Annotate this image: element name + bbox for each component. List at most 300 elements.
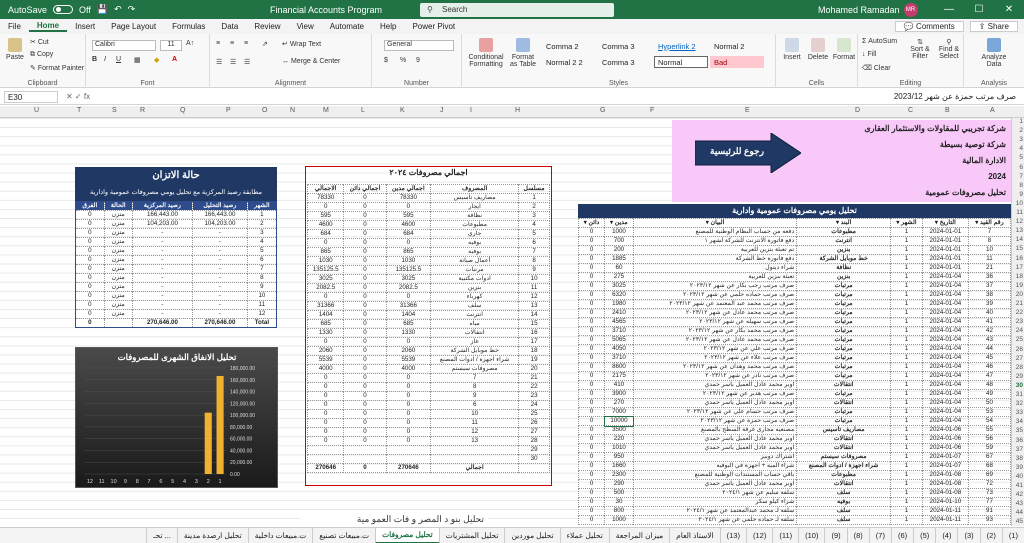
journal-cell[interactable]: 0 — [579, 354, 605, 363]
journal-cell[interactable]: 2410 — [605, 309, 634, 318]
column-header-f[interactable]: F — [650, 107, 655, 114]
balance-cell[interactable]: 11 — [247, 301, 276, 310]
balance-cell[interactable]: - — [193, 301, 248, 310]
journal-cell[interactable]: مرتبات — [797, 327, 891, 336]
journal-cell[interactable]: صرف مرتب سهيله عن شهر ٢٠٢٣/١٢ — [633, 318, 796, 327]
totals-cell[interactable]: 13 — [519, 302, 550, 311]
totals-cell[interactable]: 27 — [519, 428, 550, 437]
totals-cell[interactable]: 0 — [386, 293, 431, 302]
totals-cell[interactable]: 7 — [431, 374, 519, 383]
totals-cell[interactable]: 0 — [344, 329, 386, 338]
row-header[interactable]: 32 — [1015, 400, 1023, 408]
tab-page-layout[interactable]: Page Layout — [111, 22, 157, 31]
cut-button[interactable]: ✂ Cut — [30, 39, 49, 46]
journal-cell[interactable]: صرف مرتب علاء عن شهر ٢٠٢٣/١٢ — [633, 354, 796, 363]
totals-cell[interactable]: 0 — [308, 383, 344, 392]
journal-cell[interactable]: 0 — [579, 480, 605, 489]
journal-cell[interactable]: 2024-01-04 — [922, 300, 968, 309]
journal-cell[interactable]: مرتبات — [797, 372, 891, 381]
column-header-d[interactable]: D — [855, 107, 861, 114]
totals-cell[interactable]: 0 — [308, 203, 344, 212]
totals-cell[interactable]: 4600 — [308, 221, 344, 230]
format-as-table-button[interactable] — [508, 38, 538, 68]
totals-cell[interactable]: 13 — [431, 437, 519, 446]
journal-cell[interactable]: صرف مرتب رجب بكار عن شهر ٢٠٢٣/١٢ — [633, 282, 796, 291]
find-select-button[interactable] — [936, 38, 962, 60]
journal-cell[interactable]: 1 — [891, 237, 923, 246]
totals-cell[interactable]: بوفيه — [431, 239, 519, 248]
journal-cell[interactable]: اوبر محمد عادل العميل ياسر حمدي — [633, 381, 796, 390]
row-header[interactable]: 8 — [1019, 181, 1023, 189]
journal-cell[interactable]: 2024-01-04 — [922, 408, 968, 417]
balance-cell[interactable]: 0 — [76, 211, 105, 220]
balance-cell[interactable]: - — [132, 274, 192, 283]
journal-cell[interactable]: 1 — [891, 318, 923, 327]
journal-cell[interactable]: 0 — [579, 237, 605, 246]
journal-header-cell[interactable]: دائن ▾ — [579, 219, 605, 228]
totals-cell[interactable]: 17 — [519, 338, 550, 347]
totals-cell[interactable]: 685 — [308, 320, 344, 329]
journal-cell[interactable]: 2024-01-07 — [922, 462, 968, 471]
totals-cell[interactable]: 5539 — [308, 356, 344, 365]
journal-cell[interactable]: 1 — [891, 273, 923, 282]
balance-cell[interactable]: 166,443.00 — [132, 211, 192, 220]
column-header-b[interactable]: B — [945, 107, 950, 114]
fx-icon[interactable]: ✕ ✓ fx — [66, 92, 91, 101]
sheet-tab[interactable]: (13) — [720, 528, 746, 543]
journal-cell[interactable]: باقي حساب المستندات الوطنية للمصنع — [633, 471, 796, 480]
totals-cell[interactable]: 23 — [519, 392, 550, 401]
autosave-toggle[interactable] — [53, 5, 73, 14]
totals-cell[interactable]: 0 — [344, 293, 386, 302]
totals-cell[interactable]: 0 — [308, 239, 344, 248]
font-name-select[interactable]: Calibri — [92, 40, 156, 51]
totals-cell[interactable]: 595 — [308, 212, 344, 221]
totals-cell[interactable]: ايجار — [431, 203, 519, 212]
balance-cell[interactable]: 8 — [247, 274, 276, 283]
totals-cell[interactable]: 7 — [519, 248, 550, 257]
journal-cell[interactable]: 0 — [579, 390, 605, 399]
journal-cell[interactable]: 2024-01-04 — [922, 381, 968, 390]
clear-button[interactable]: ⌫ Clear — [862, 65, 891, 72]
balance-cell[interactable]: متزن — [104, 220, 132, 229]
totals-cell[interactable]: 3025 — [308, 275, 344, 284]
totals-cell[interactable]: 10 — [519, 275, 550, 284]
row-header[interactable]: 13 — [1015, 227, 1023, 235]
journal-cell[interactable]: 2024-01-01 — [922, 228, 968, 237]
balance-cell[interactable]: - — [132, 283, 192, 292]
style-normal-2-2[interactable]: Normal 2 2 — [546, 58, 583, 67]
totals-cell[interactable]: مياه — [431, 320, 519, 329]
totals-cell[interactable]: 6 — [519, 239, 550, 248]
journal-header-cell[interactable]: التاريخ ▾ — [922, 219, 968, 228]
journal-cell[interactable]: 2024-01-08 — [922, 471, 968, 480]
journal-cell[interactable]: صرف مرتب علي عن شهر ٢٠٢٣/١٢ — [633, 345, 796, 354]
row-header[interactable]: 6 — [1019, 163, 1023, 171]
balance-cell[interactable]: 10 — [247, 292, 276, 301]
row-header[interactable]: 3 — [1019, 136, 1023, 144]
totals-cell[interactable]: 24 — [519, 401, 550, 410]
journal-cell[interactable]: 1010 — [605, 444, 634, 453]
totals-cell[interactable]: 9 — [431, 392, 519, 401]
row-header[interactable]: 25 — [1015, 336, 1023, 344]
comments-button[interactable]: 💬 Comments — [895, 21, 964, 32]
journal-cell[interactable]: 10000 — [605, 417, 634, 426]
journal-cell[interactable]: 0 — [579, 462, 605, 471]
journal-cell[interactable]: 1 — [891, 453, 923, 462]
column-header-g[interactable]: G — [600, 107, 606, 114]
totals-cell[interactable]: ادوات مكتبية — [431, 275, 519, 284]
totals-cell[interactable]: 22 — [519, 383, 550, 392]
balance-total-cell[interactable]: Total — [247, 319, 276, 328]
journal-cell[interactable]: 1 — [891, 417, 923, 426]
totals-cell[interactable]: 9 — [519, 266, 550, 275]
journal-cell[interactable]: 1 — [891, 327, 923, 336]
journal-cell[interactable]: 0 — [579, 372, 605, 381]
totals-cell[interactable]: 1404 — [386, 311, 431, 320]
totals-cell[interactable]: 28 — [519, 437, 550, 446]
column-header-o[interactable]: O — [262, 107, 268, 114]
totals-cell[interactable]: 0 — [344, 194, 386, 203]
redo-icon[interactable]: ↷ — [127, 4, 136, 14]
row-header[interactable]: 7 — [1019, 172, 1023, 180]
format-cells-button[interactable] — [832, 38, 856, 61]
totals-cell[interactable]: 29 — [519, 446, 550, 455]
journal-cell[interactable]: 0 — [579, 489, 605, 498]
totals-cell[interactable]: خط موبايل الشركة — [431, 347, 519, 356]
totals-cell[interactable]: 3025 — [386, 275, 431, 284]
row-header[interactable]: 11 — [1016, 209, 1023, 216]
balance-cell[interactable]: 0 — [76, 274, 105, 283]
journal-cell[interactable]: 2024-01-10 — [922, 498, 968, 507]
totals-cell[interactable]: 0 — [308, 428, 344, 437]
totals-cell[interactable]: 30 — [519, 455, 550, 464]
totals-cell[interactable]: 2082.5 — [386, 284, 431, 293]
copy-button[interactable]: ⧉ Copy — [30, 51, 54, 58]
journal-cell[interactable]: 1 — [891, 507, 923, 516]
row-header[interactable]: 15 — [1015, 245, 1023, 253]
journal-cell[interactable]: شراء اجهزة / ادوات المصنع — [797, 462, 891, 471]
journal-cell[interactable]: 2024-01-04 — [922, 399, 968, 408]
row-header[interactable]: 19 — [1015, 281, 1023, 289]
journal-cell[interactable]: 2024-01-04 — [922, 372, 968, 381]
totals-cell[interactable]: أعمال صيانة — [431, 257, 519, 266]
journal-cell[interactable]: 2024-01-04 — [922, 291, 968, 300]
totals-cell[interactable]: مطبوعات — [431, 221, 519, 230]
sheet-tab[interactable]: ميزان المراجعة — [609, 528, 669, 543]
journal-cell[interactable]: 0 — [579, 381, 605, 390]
journal-cell[interactable]: 950 — [605, 453, 634, 462]
journal-cell[interactable]: 1000 — [605, 228, 634, 237]
totals-cell[interactable]: 0 — [344, 212, 386, 221]
balance-cell[interactable]: متزن — [104, 274, 132, 283]
totals-cell[interactable]: مرتبات — [431, 266, 519, 275]
journal-cell[interactable]: 800 — [605, 507, 634, 516]
row-header[interactable]: 35 — [1015, 427, 1023, 435]
sheet-tab[interactable]: تحليل ارصدة مدينة — [177, 528, 248, 543]
bold-button[interactable]: B — [92, 56, 98, 63]
journal-cell[interactable]: مصاريف تأسيس — [797, 426, 891, 435]
style-comma-2[interactable]: Comma 2 — [546, 42, 579, 51]
journal-cell[interactable]: 11 — [968, 255, 1010, 264]
journal-cell[interactable]: 275 — [605, 273, 634, 282]
totals-cell[interactable]: نظافة — [431, 212, 519, 221]
journal-cell[interactable]: دفعه من حساب النظام الوطنية للمصنع — [633, 228, 796, 237]
percent-icon[interactable]: % — [400, 57, 407, 64]
journal-cell[interactable]: 8600 — [605, 363, 634, 372]
balance-cell[interactable]: - — [193, 229, 248, 238]
tab-review[interactable]: Review — [254, 22, 281, 31]
journal-cell[interactable]: انتقالات — [797, 399, 891, 408]
journal-cell[interactable]: سلفه سليم عن شهر ٢٠٢٤/١ — [633, 489, 796, 498]
journal-cell[interactable]: 1 — [891, 516, 923, 525]
column-header-p[interactable]: P — [226, 107, 231, 114]
row-header[interactable]: 18 — [1015, 272, 1023, 280]
column-header-t[interactable]: T — [77, 107, 82, 114]
totals-cell[interactable]: 0 — [308, 410, 344, 419]
journal-cell[interactable]: سلف — [797, 489, 891, 498]
totals-cell[interactable]: 8 — [519, 257, 550, 266]
balance-cell[interactable]: متزن — [104, 229, 132, 238]
journal-cell[interactable]: 2024-01-01 — [922, 246, 968, 255]
row-header[interactable]: 20 — [1015, 290, 1023, 298]
totals-cell[interactable]: مصروفات سيستم — [431, 365, 519, 374]
journal-cell[interactable]: مرتبات — [797, 417, 891, 426]
journal-cell[interactable]: 3025 — [605, 282, 634, 291]
sheet-tab[interactable]: (3) — [957, 528, 979, 543]
journal-cell[interactable]: صرف مرتب حماده حلمي عن شهر ٢٠٢٣/١٢ — [633, 291, 796, 300]
journal-cell[interactable]: 1 — [891, 435, 923, 444]
journal-cell[interactable]: مرتبات — [797, 336, 891, 345]
maximize-icon[interactable]: ☐ — [974, 4, 984, 15]
balance-cell[interactable]: متزن — [104, 301, 132, 310]
journal-cell[interactable]: 0 — [579, 309, 605, 318]
balance-cell[interactable]: متزن — [104, 256, 132, 265]
journal-cell[interactable]: 45 — [968, 354, 1010, 363]
sheet-tab[interactable]: تحليل المشتريات — [439, 528, 505, 543]
totals-cell[interactable]: 685 — [386, 320, 431, 329]
balance-cell[interactable]: - — [132, 229, 192, 238]
column-header-e[interactable]: E — [745, 107, 750, 114]
totals-cell[interactable] — [386, 455, 431, 464]
journal-cell[interactable]: 2024-01-04 — [922, 336, 968, 345]
row-header[interactable]: 41 — [1015, 482, 1023, 489]
journal-cell[interactable]: 2024-01-06 — [922, 426, 968, 435]
journal-cell[interactable]: 2024-01-11 — [922, 507, 968, 516]
journal-cell[interactable]: 2024-01-04 — [922, 390, 968, 399]
journal-cell[interactable]: مرتبات — [797, 318, 891, 327]
sheet-tab[interactable]: (8) — [847, 528, 869, 543]
totals-cell[interactable]: 78330 — [308, 194, 344, 203]
totals-cell[interactable]: 0 — [344, 302, 386, 311]
totals-cell[interactable]: 684 — [386, 230, 431, 239]
journal-cell[interactable]: انتقالات — [797, 381, 891, 390]
journal-cell[interactable]: 2024-01-07 — [922, 453, 968, 462]
totals-cell[interactable]: 5 — [519, 230, 550, 239]
journal-cell[interactable]: 1 — [891, 372, 923, 381]
totals-cell[interactable]: 12 — [519, 293, 550, 302]
sheet-tab[interactable]: ت.مبيعات داخلية — [248, 528, 313, 543]
totals-cell[interactable]: 0 — [344, 230, 386, 239]
totals-cell[interactable]: 0 — [344, 284, 386, 293]
column-header-s[interactable]: S — [112, 107, 117, 114]
balance-cell[interactable]: متزن — [104, 310, 132, 319]
balance-cell[interactable]: - — [193, 256, 248, 265]
totals-cell[interactable]: 25 — [519, 410, 550, 419]
balance-cell[interactable]: - — [132, 256, 192, 265]
journal-cell[interactable]: 1980 — [605, 300, 634, 309]
wrap-text-button[interactable]: ↵ Wrap Text — [282, 41, 322, 48]
totals-cell[interactable]: 0 — [344, 419, 386, 428]
totals-cell[interactable]: 595 — [386, 212, 431, 221]
journal-cell[interactable]: 2024-01-04 — [922, 318, 968, 327]
home-button[interactable] — [695, 133, 801, 173]
totals-cell[interactable]: 0 — [344, 311, 386, 320]
journal-cell[interactable]: صرف مرتب محمد بكار عن شهر ٢٠٢٣/١٢ — [633, 327, 796, 336]
minimize-icon[interactable]: — — [944, 4, 954, 15]
journal-header-cell[interactable]: الشهر ▾ — [891, 219, 923, 228]
journal-cell[interactable]: 0 — [579, 255, 605, 264]
totals-cell[interactable]: 0 — [344, 203, 386, 212]
journal-cell[interactable]: 54 — [968, 417, 1010, 426]
totals-cell[interactable]: 6 — [431, 401, 519, 410]
row-header[interactable]: 34 — [1015, 418, 1023, 426]
italic-button[interactable]: I — [104, 56, 106, 63]
row-header[interactable]: 28 — [1015, 363, 1023, 371]
journal-cell[interactable]: 0 — [579, 228, 605, 237]
align-middle-icon[interactable]: ≡ — [230, 40, 235, 47]
journal-cell[interactable]: 0 — [579, 498, 605, 507]
journal-cell[interactable]: اوبر محمد عادل العميل ياسر حمدي — [633, 480, 796, 489]
journal-cell[interactable]: 1 — [891, 390, 923, 399]
share-button[interactable]: ⇪ Share — [970, 21, 1018, 32]
journal-cell[interactable]: 36 — [968, 273, 1010, 282]
journal-cell[interactable]: مطبوعات — [797, 471, 891, 480]
journal-cell[interactable]: 47 — [968, 372, 1010, 381]
journal-cell[interactable]: صرف مرتب محمد عبد المعتمد عن شهر ٢٠٢٣/١٢ — [633, 300, 796, 309]
row-header[interactable]: 16 — [1015, 254, 1023, 262]
journal-cell[interactable]: 3500 — [605, 426, 634, 435]
row-header[interactable]: 4 — [1019, 145, 1023, 153]
journal-cell[interactable]: 0 — [579, 327, 605, 336]
journal-cell[interactable]: 1 — [891, 336, 923, 345]
totals-cell[interactable] — [386, 446, 431, 455]
balance-cell[interactable]: 0 — [76, 310, 105, 319]
row-header[interactable]: 24 — [1015, 327, 1023, 335]
totals-cell[interactable]: 4000 — [386, 365, 431, 374]
journal-cell[interactable]: مرتبات — [797, 354, 891, 363]
journal-cell[interactable]: 0 — [579, 516, 605, 525]
journal-cell[interactable]: صرف مرتب محمد عادل عن شهر ٢٠٢٣/١٢ — [633, 336, 796, 345]
journal-cell[interactable]: شراء ديتول — [633, 264, 796, 273]
journal-cell[interactable]: 2024-01-04 — [922, 273, 968, 282]
journal-cell[interactable]: 43 — [968, 336, 1010, 345]
totals-cell[interactable]: 0 — [344, 365, 386, 374]
balance-cell[interactable]: - — [132, 265, 192, 274]
balance-cell[interactable]: - — [132, 301, 192, 310]
sheet-tab[interactable]: تحليل مصروفات — [375, 527, 439, 543]
row-header[interactable]: 22 — [1015, 309, 1023, 317]
journal-cell[interactable]: مصروفات سيستم — [797, 453, 891, 462]
journal-cell[interactable]: 4050 — [605, 345, 634, 354]
totals-cell[interactable]: 78330 — [386, 194, 431, 203]
borders-icon[interactable]: ▦ — [134, 57, 141, 64]
totals-cell[interactable]: 14 — [519, 311, 550, 320]
journal-cell[interactable]: 1 — [891, 381, 923, 390]
journal-cell[interactable]: 1 — [891, 255, 923, 264]
totals-cell[interactable]: 10 — [431, 410, 519, 419]
totals-cell[interactable]: 0 — [386, 410, 431, 419]
journal-cell[interactable]: انتقالات — [797, 480, 891, 489]
totals-cell[interactable]: 0 — [308, 392, 344, 401]
journal-cell[interactable]: 40 — [968, 309, 1010, 318]
journal-cell[interactable]: 60 — [605, 264, 634, 273]
currency-icon[interactable]: $ — [384, 57, 388, 64]
journal-cell[interactable]: 48 — [968, 381, 1010, 390]
balance-cell[interactable]: 104,203.00 — [132, 220, 192, 229]
row-header[interactable]: 44 — [1015, 509, 1023, 517]
totals-cell[interactable]: جاري — [431, 230, 519, 239]
journal-cell[interactable]: مطبوعات — [797, 228, 891, 237]
totals-cell[interactable]: 1030 — [386, 257, 431, 266]
journal-cell[interactable]: 220 — [605, 435, 634, 444]
totals-total-cell[interactable]: 270646 — [386, 464, 431, 473]
journal-cell[interactable]: مصنعيه مجارى غرفة السطح بالمصنع — [633, 426, 796, 435]
balance-cell[interactable]: 9 — [247, 283, 276, 292]
balance-cell[interactable]: 5 — [247, 247, 276, 256]
totals-cell[interactable]: 3 — [519, 212, 550, 221]
journal-cell[interactable]: 2024-01-11 — [922, 516, 968, 525]
journal-cell[interactable]: مرتبات — [797, 291, 891, 300]
totals-cell[interactable]: 0 — [344, 383, 386, 392]
journal-cell[interactable]: مرتبات — [797, 363, 891, 372]
style-comma-3b[interactable]: Comma 3 — [602, 58, 635, 67]
tab-automate[interactable]: Automate — [329, 22, 365, 31]
journal-cell[interactable]: خط موبايل الشركة — [797, 255, 891, 264]
journal-cell[interactable]: 59 — [968, 444, 1010, 453]
journal-cell[interactable]: بنزين — [797, 273, 891, 282]
journal-cell[interactable]: 5065 — [605, 336, 634, 345]
journal-cell[interactable]: دفع فاتورة خط الشركة — [633, 255, 796, 264]
journal-cell[interactable]: 1000 — [605, 516, 634, 525]
totals-cell[interactable] — [308, 455, 344, 464]
totals-cell[interactable]: 0 — [344, 401, 386, 410]
journal-cell[interactable]: 2175 — [605, 372, 634, 381]
totals-cell[interactable]: 5539 — [386, 356, 431, 365]
balance-cell[interactable]: 1 — [247, 211, 276, 220]
journal-cell[interactable]: 2024-01-06 — [922, 435, 968, 444]
tab-help[interactable]: Help — [380, 22, 397, 31]
totals-cell[interactable]: 4600 — [386, 221, 431, 230]
tab-power-pivot[interactable]: Power Pivot — [412, 22, 456, 31]
totals-cell[interactable]: 684 — [308, 230, 344, 239]
journal-cell[interactable]: صرف مرتب نادر عن شهر ٢٠٢٣/١٢ — [633, 372, 796, 381]
sheet-tab[interactable]: ت.مبيعات تصنيع — [312, 528, 375, 543]
totals-cell[interactable]: 26 — [519, 419, 550, 428]
style-normal-2[interactable]: Normal 2 — [714, 42, 745, 51]
sheet-tab[interactable]: (7) — [869, 528, 891, 543]
row-header[interactable]: 39 — [1015, 463, 1023, 471]
row-header[interactable]: 31 — [1015, 391, 1023, 398]
journal-cell[interactable]: 3900 — [605, 390, 634, 399]
formula-input[interactable]: صرف مرتب حمزة عن شهر 2023/12 — [893, 92, 1016, 101]
journal-cell[interactable]: 1 — [891, 498, 923, 507]
journal-cell[interactable]: 1 — [891, 345, 923, 354]
column-header-m[interactable]: M — [323, 107, 329, 114]
format-painter-button[interactable]: ✎ Format Painter — [30, 65, 85, 72]
column-header-l[interactable]: L — [361, 107, 365, 114]
undo-icon[interactable]: ↶ — [114, 4, 122, 14]
